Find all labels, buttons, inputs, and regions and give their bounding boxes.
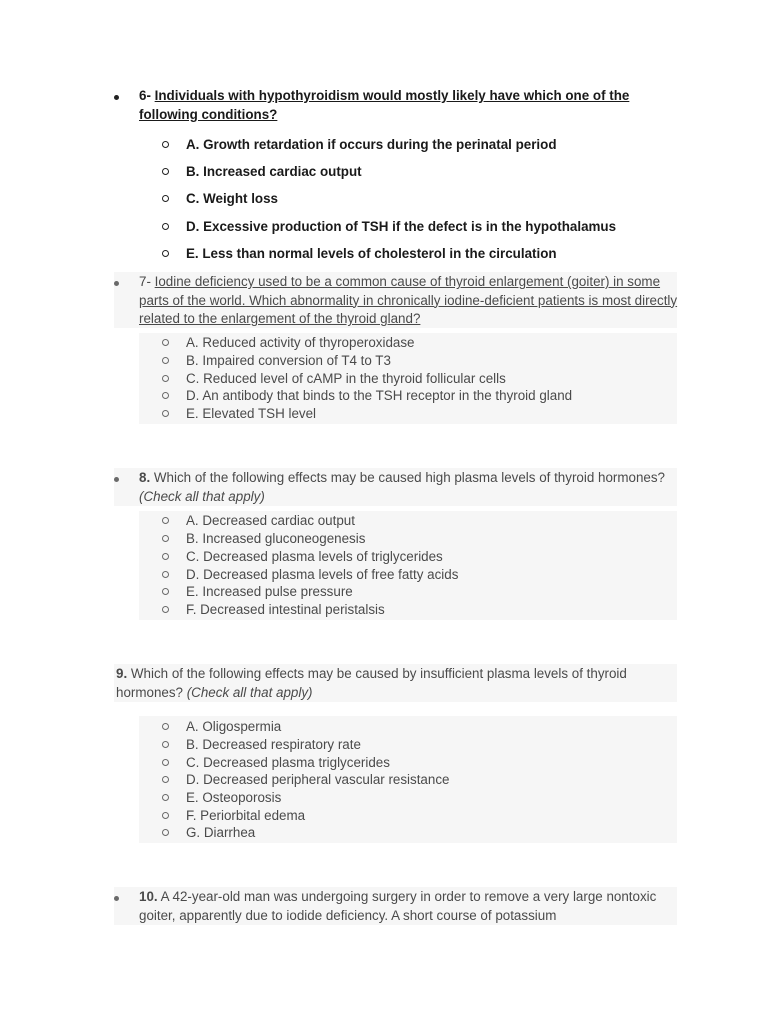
circle-bullet-icon xyxy=(162,553,169,560)
list-item: A. Decreased cardiac output xyxy=(0,512,768,530)
bullet-icon xyxy=(114,469,122,477)
list-item: E. Osteoporosis xyxy=(0,789,768,807)
list-item: D. Excessive production of TSH if the defect is in the hypothalamus xyxy=(0,218,768,236)
circle-bullet-icon xyxy=(162,829,169,836)
list-item: G. Diarrhea xyxy=(0,824,768,842)
circle-bullet-icon xyxy=(162,517,169,524)
list-item: B. Increased cardiac output xyxy=(0,163,768,181)
list-item: C. Weight loss xyxy=(0,190,768,208)
circle-bullet-icon xyxy=(162,357,169,364)
list-item: E. Increased pulse pressure xyxy=(0,583,768,601)
question-9-stem: 9. Which of the following effects may be caused by insufficient plasma levels of thyroid hormones? (Check all that apply) xyxy=(116,666,627,700)
list-item: A. Growth retardation if occurs during the perinatal period xyxy=(0,136,768,154)
list-item: C. Reduced level of cAMP in the thyroid follicular cells xyxy=(0,370,768,388)
circle-bullet-icon xyxy=(162,250,169,257)
list-item: F. Periorbital edema xyxy=(0,807,768,825)
list-item: C. Decreased plasma triglycerides xyxy=(0,754,768,772)
circle-bullet-icon xyxy=(162,410,169,417)
circle-bullet-icon xyxy=(162,606,169,613)
list-item: A. Oligospermia xyxy=(0,718,768,736)
question-6-stem: 6- Individuals with hypothyroidism would mostly likely have which one of the following conditions? xyxy=(139,88,630,122)
circle-bullet-icon xyxy=(162,141,169,148)
bullet-icon xyxy=(114,273,122,281)
list-item: D. An antibody that binds to the TSH receptor in the thyroid gland xyxy=(0,387,768,405)
question-7-stem: 7- Iodine deficiency used to be a common cause of thyroid enlargement (goiter) in some parts of the world. Which abnormality in chronically iodine-deficient patients is most directly related to the enlargement of the thyroid gland? xyxy=(139,274,678,326)
circle-bullet-icon xyxy=(162,571,169,578)
list-item: B. Impaired conversion of T4 to T3 xyxy=(0,352,768,370)
circle-bullet-icon xyxy=(162,195,169,202)
circle-bullet-icon xyxy=(162,794,169,801)
circle-bullet-icon xyxy=(162,375,169,382)
question-8-stem: 8. Which of the following effects may be caused high plasma levels of thyroid hormones? (Check all that apply) xyxy=(139,470,665,504)
circle-bullet-icon xyxy=(162,392,169,399)
list-item: D. Decreased plasma levels of free fatty acids xyxy=(0,566,768,584)
circle-bullet-icon xyxy=(162,723,169,730)
circle-bullet-icon xyxy=(162,812,169,819)
list-item: E. Less than normal levels of cholesterol in the circulation xyxy=(0,245,768,263)
list-item: B. Decreased respiratory rate xyxy=(0,736,768,754)
list-item: D. Decreased peripheral vascular resistance xyxy=(0,771,768,789)
list-item: B. Increased gluconeogenesis xyxy=(0,530,768,548)
question-10-stem: 10. A 42-year-old man was undergoing surgery in order to remove a very large nontoxic goiter, apparently due to iodide deficiency. A short course of potassium xyxy=(139,889,657,923)
bullet-icon xyxy=(114,888,122,896)
circle-bullet-icon xyxy=(162,741,169,748)
circle-bullet-icon xyxy=(162,223,169,230)
circle-bullet-icon xyxy=(162,339,169,346)
list-item: E. Elevated TSH level xyxy=(0,405,768,423)
list-item: C. Decreased plasma levels of triglycerides xyxy=(0,548,768,566)
circle-bullet-icon xyxy=(162,776,169,783)
circle-bullet-icon xyxy=(162,588,169,595)
bullet-icon xyxy=(114,87,122,95)
circle-bullet-icon xyxy=(162,759,169,766)
circle-bullet-icon xyxy=(162,168,169,175)
circle-bullet-icon xyxy=(162,535,169,542)
list-item: A. Reduced activity of thyroperoxidase xyxy=(0,334,768,352)
list-item: F. Decreased intestinal peristalsis xyxy=(0,601,768,619)
